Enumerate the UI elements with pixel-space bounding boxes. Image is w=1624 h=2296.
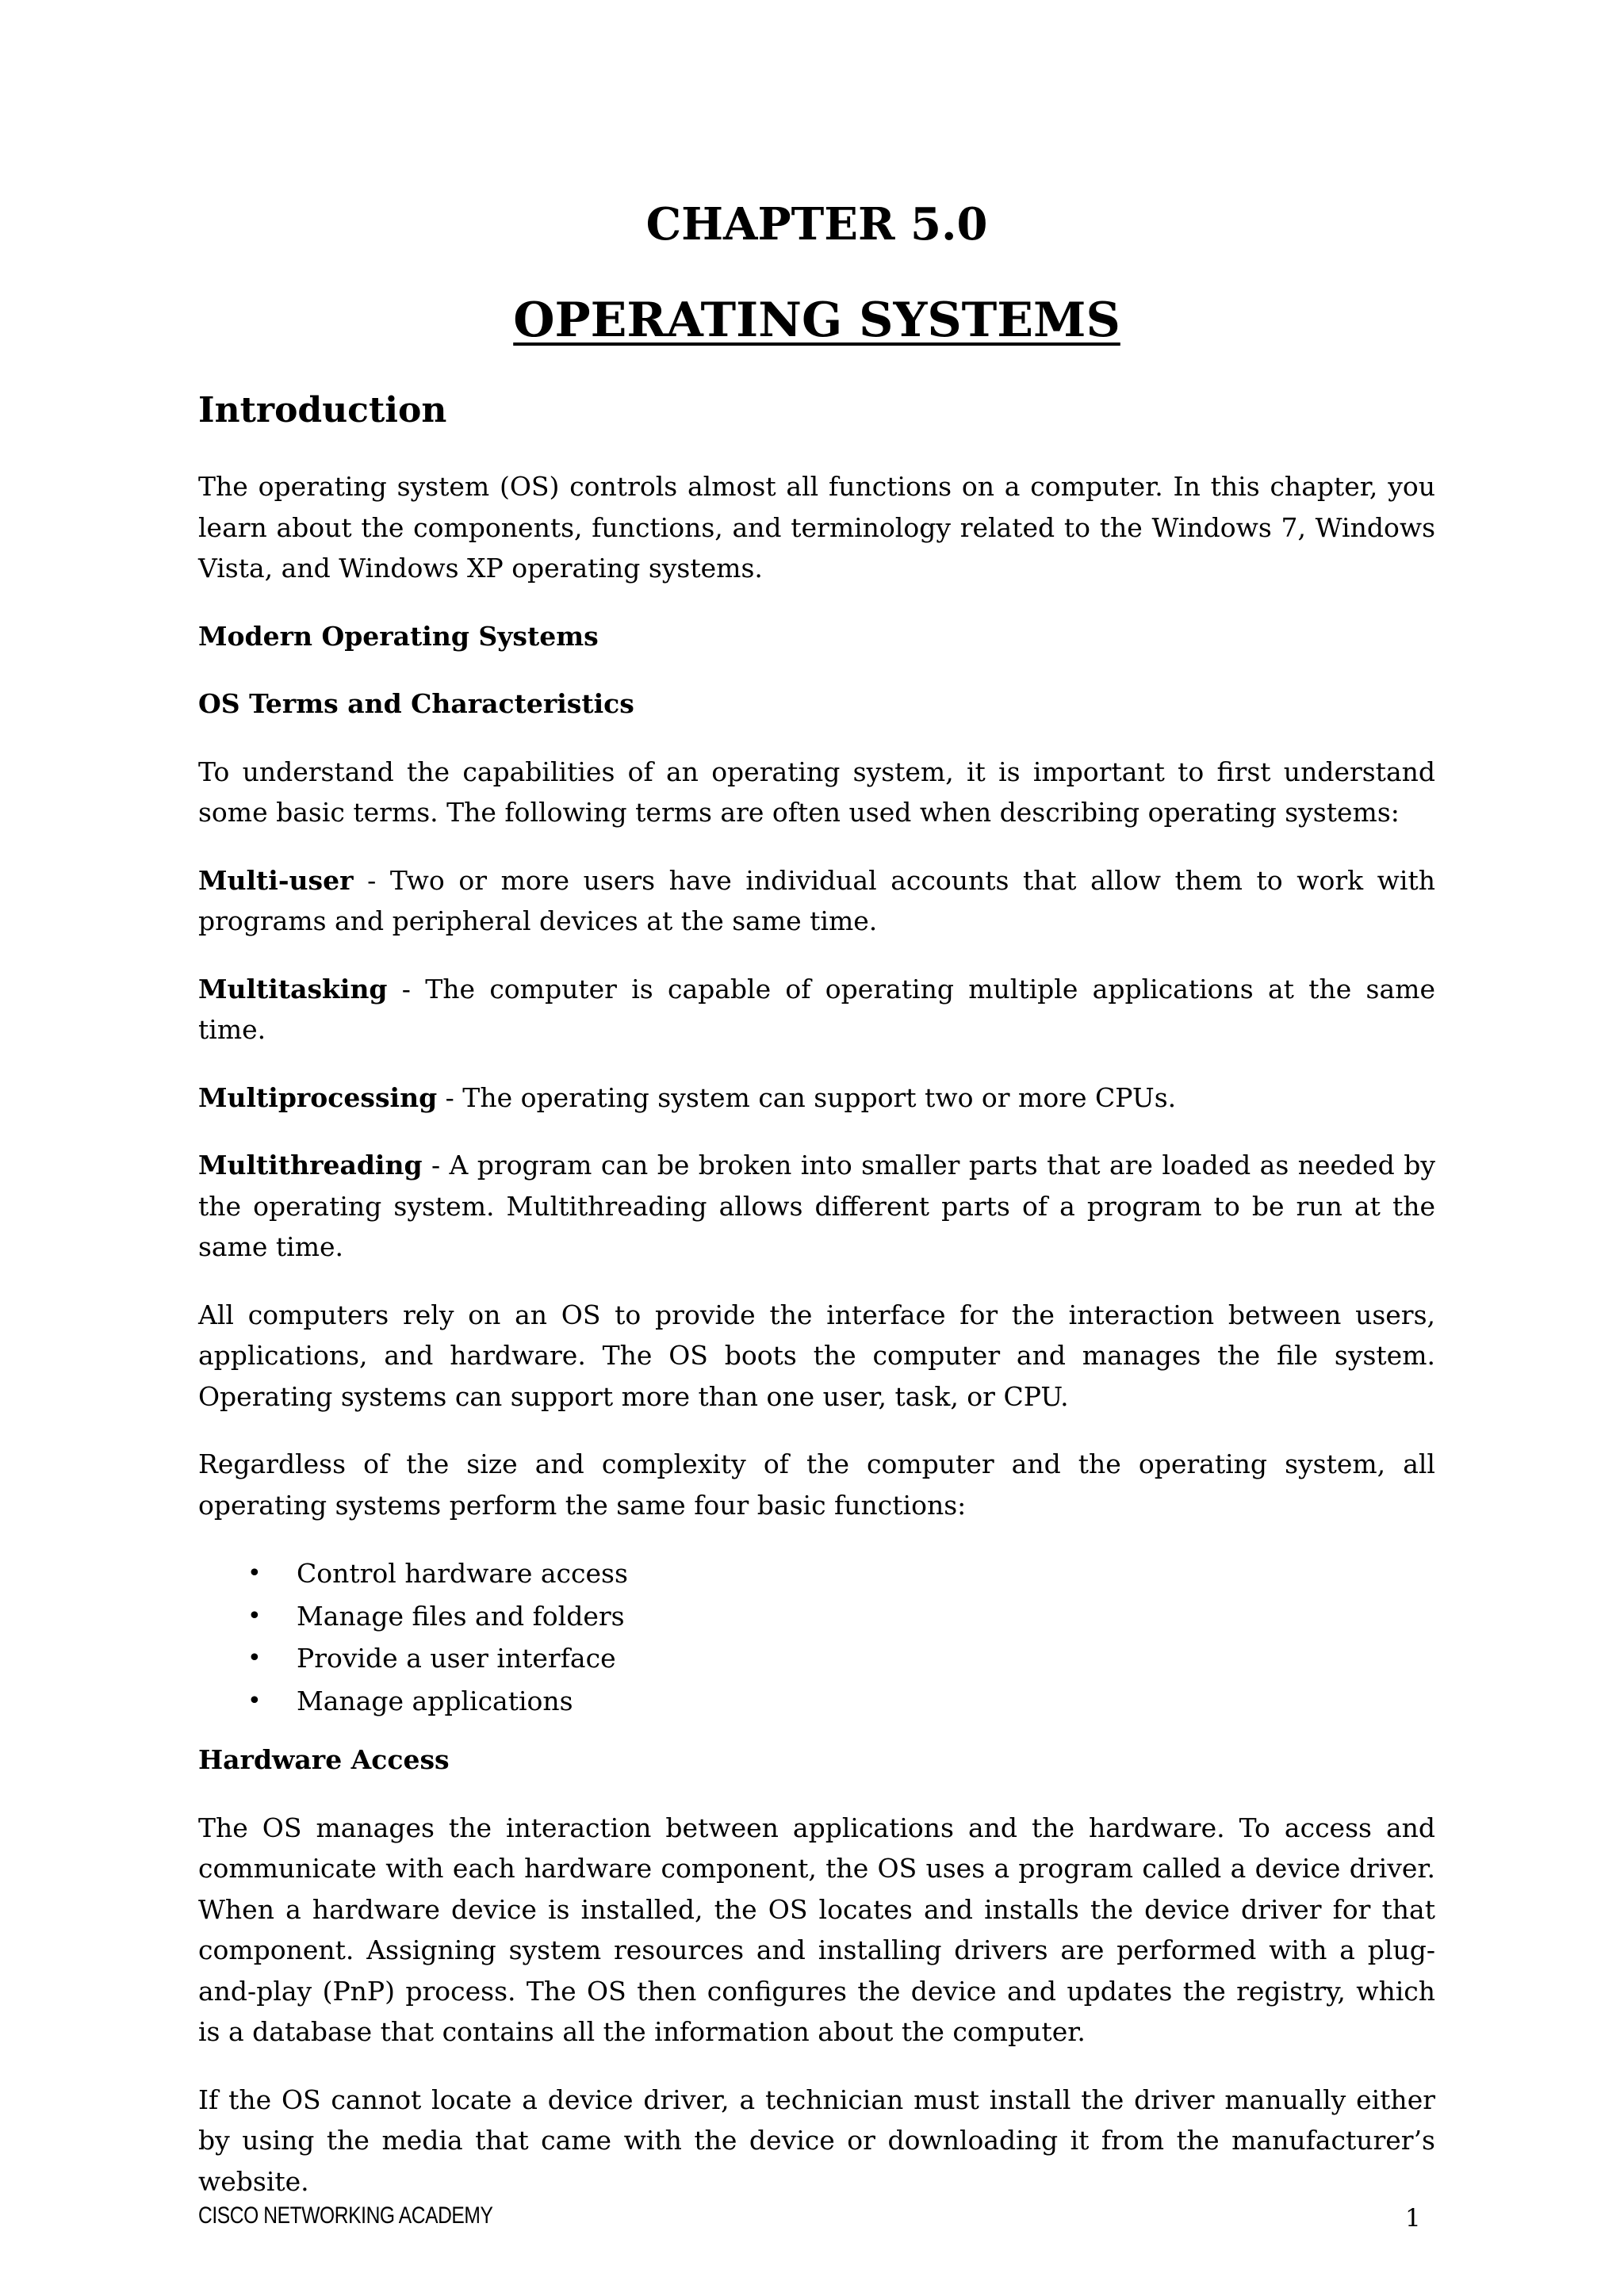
- term-label: Multitasking: [198, 973, 388, 1004]
- intro-paragraph: The operating system (OS) controls almost all functions on a computer. In this chapter, you learn about the components, functions, and terminology related to the Windows 7, Windows Vista, and Windows XP operating systems.: [198, 471, 1435, 584]
- list-item: • Provide a user interface: [198, 1637, 1435, 1680]
- terms-intro-paragraph: To understand the capabilities of an operating system, it is important to first understand some basic terms. The following terms are often used when describing operating systems:: [198, 756, 1435, 828]
- term-label: Multi-user: [198, 864, 354, 896]
- bullet-icon: •: [247, 1644, 262, 1672]
- device-driver-paragraph: If the OS cannot locate a device driver, a technician must install the driver manually either by using the media that came with the device or downloading it from the manufacturer’s website.: [198, 2084, 1435, 2197]
- document-page: [198, 0, 1435, 2296]
- modern-os-heading: Modern Operating Systems: [198, 620, 599, 652]
- document-body: [198, 466, 1435, 2229]
- term-label: Multithreading: [198, 1150, 423, 1181]
- chapter-number: CHAPTER 5.0: [645, 198, 988, 251]
- term-label: Multiprocessing: [198, 1081, 438, 1113]
- bullet-icon: •: [247, 1686, 262, 1715]
- interaction-paragraph: All computers rely on an OS to provide the interface for the interaction between users, applications, and hardware. The OS boots the computer and manages the file system. Operating systems can support more than one user, task, or CPU.: [198, 1299, 1435, 1412]
- list-item: • Control hardware access: [198, 1552, 1435, 1595]
- list-item: • Manage files and folders: [198, 1595, 1435, 1638]
- list-item: • Manage applications: [198, 1680, 1435, 1723]
- bullet-icon: •: [247, 1601, 262, 1630]
- basic-functions-paragraph: Regardless of the size and complexity of the computer and the operating system, all operating systems perform the same four basic functions:: [198, 1448, 1435, 1521]
- hardware-access-heading: Hardware Access: [198, 1744, 450, 1775]
- page-number: 1: [1405, 2204, 1421, 2233]
- hardware-access-paragraph: The OS manages the interaction between applications and the hardware. To access and communicate with each hardware component, the OS uses a program called a device driver. When a hardware device is installed, the OS locates and installs the device driver for that component. Assigning system resources and installing drivers are performed with a plug-and-play (PnP) process. The OS then configures the device and updates the registry, which is a database that contains all the information about the computer.: [198, 1812, 1435, 2047]
- bullet-icon: •: [247, 1559, 262, 1587]
- term-multithreading: [198, 1145, 1435, 1268]
- chapter-title: OPERATING SYSTEMS: [513, 293, 1120, 348]
- term-multiprocessing: [198, 1077, 1435, 1119]
- footer-organization: CISCO NETWORKING ACADEMY: [198, 2202, 493, 2229]
- term-description: - A program can be broken into smaller parts that are loaded as needed by the operating system. Multithreading allows different parts of a program to be run at the same time.: [198, 1150, 1435, 1262]
- os-terms-heading: OS Terms and Characteristics: [198, 688, 634, 719]
- term-description: - The operating system can support two or more CPUs.: [437, 1081, 1177, 1113]
- term-description: - Two or more users have individual accounts that allow them to work with programs and peripheral devices at the same time.: [198, 864, 1435, 936]
- introduction-heading: Introduction: [198, 390, 447, 430]
- term-description: - The computer is capable of operating multiple applications at the same time.: [198, 973, 1435, 1045]
- term-multi-user: [198, 860, 1435, 942]
- basic-functions-list: [198, 1552, 1435, 1722]
- term-multitasking: [198, 969, 1435, 1050]
